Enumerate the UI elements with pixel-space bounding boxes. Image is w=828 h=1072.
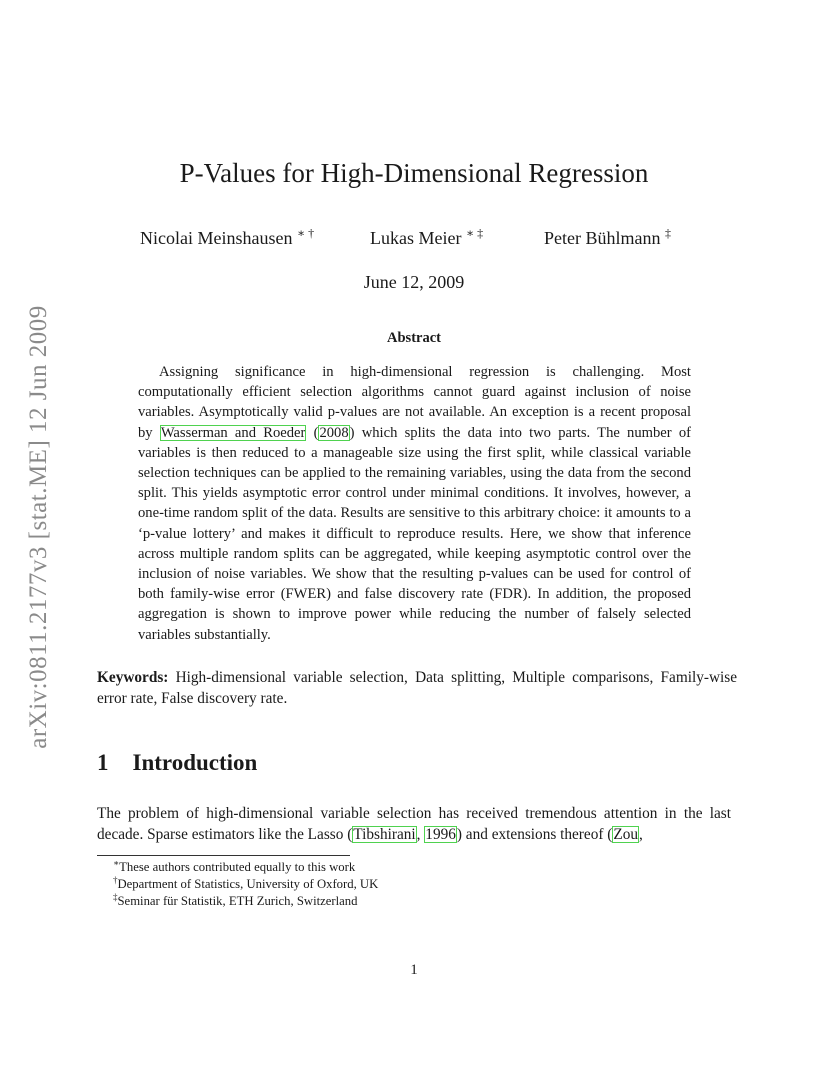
intro-paragraph: [97, 803, 731, 845]
footnote-text: These authors contributed equally to this work: [119, 860, 356, 875]
section-heading: [97, 750, 257, 776]
arxiv-identifier-stamp: arXiv:0811.2177v3 [stat.ME] 12 Jun 2009: [25, 305, 52, 749]
footnote-text: Seminar für Statistik, ETH Zurich, Switzerland: [117, 894, 358, 909]
citation-trailing-comma: ,: [639, 826, 643, 843]
section-number: 1: [97, 750, 109, 775]
page-number: 1: [410, 962, 418, 978]
author-affiliation-marks: ‡: [664, 226, 671, 240]
abstract-body: Assigning significance in high-dimensional regression is challenging. Most computationally efficient selection algorithms cannot guard against inclusion of noise variables. Asymptotically valid p-values are not available. An exception is a recent proposal by Wasserman and Roeder (2008) which splits the data into two parts. The number of variables is then reduced to a manageable size using the first split, while classical variable selection techniques can be applied to the remaining variables, using the data from the second split. This yields asymptotic error control under minimal conditions. It involves, however, a one-time random split of the data. Results are sensitive to this arbitrary choice: it amounts to a ‘p-value lottery’ and makes it difficult to reproduce results. Here, we show that inference across multiple random splits can be aggregated, while keeping asymptotic control over the inclusion of noise variables. We show that the resulting p-values can be used for control of both family-wise error (FWER) and false discovery rate (FDR). In addition, the proposed aggregation is shown to improve power while reducing the number of falsely selected variables substantially.: [138, 364, 691, 643]
footnote-2: [113, 875, 378, 892]
paper-date: June 12, 2009: [363, 272, 465, 292]
footnote-mark: ∗: [113, 858, 120, 868]
footnote-rule: [97, 855, 350, 856]
footnote-mark: †: [113, 875, 118, 885]
author-3: [544, 226, 671, 249]
intro-text: ) and extensions thereof (: [456, 826, 613, 843]
author-name: Nicolai Meinshausen: [140, 228, 293, 248]
footnote-3: [113, 892, 357, 909]
citation-link-year-1996[interactable]: 1996: [425, 826, 456, 843]
author-affiliation-marks: ∗ †: [296, 226, 315, 240]
citation-link-zou[interactable]: Zou: [613, 826, 639, 843]
section-title: Introduction: [132, 750, 258, 775]
intro-text: The problem of high-dimensional variable selection has received tremendous attention in the last decade. Sparse estimators like the Lasso (: [97, 805, 731, 843]
footnote-1: [113, 858, 355, 875]
abstract-text: which splits the data into two parts. The number of variables is then reduced to a manageable size using the first split, while classical variable selection techniques can be applied to the remaining variables, using the data from the second split. This yields asymptotic error control under minimal conditions. It involves, however, a one-time random split of the data. Results are sensitive to this arbitrary choice: it amounts to a ‘p-value lottery’ and makes it difficult to reproduce results. Here, we show that inference across multiple random splits can be aggregated, while keeping asymptotic control over the inclusion of noise variables. We show that the resulting p-values can be used for control of both family-wise error (FWER) and false discovery rate (FDR). In addition, the proposed aggregation is shown to improve power while reducing the number of falsely selected variables substantially.: [138, 424, 691, 643]
keywords-list: High-dimensional variable selection, Data splitting, Multiple comparisons, Family-wise error rate, False discovery rate.: [97, 669, 737, 707]
author-affiliation-marks: ∗ ‡: [465, 226, 484, 240]
abstract-heading: Abstract: [387, 330, 441, 346]
abstract-text: Assigning significance in high-dimensional regression is challenging. Most computationally efficient selection algorithms cannot guard against inclusion of noise variables. Asymptotically valid p-values are not available. An exception is a recent proposal by: [138, 364, 691, 441]
author-1: [140, 226, 314, 249]
author-2: [370, 226, 483, 249]
keywords-label: Keywords:: [97, 669, 169, 686]
citation-link-year-2008[interactable]: 2008: [319, 424, 349, 441]
footnote-text: Department of Statistics, University of Oxford, UK: [117, 877, 379, 892]
author-name: Peter Bühlmann: [544, 228, 661, 248]
footnote-mark: ‡: [113, 892, 118, 902]
citation-link-tibshirani[interactable]: Tibshirani: [353, 826, 416, 843]
keywords: [97, 668, 737, 709]
paper-title: P-Values for High-Dimensional Regression: [179, 158, 649, 188]
citation-link-wasserman-roeder[interactable]: Wasserman and Roeder: [160, 424, 306, 441]
author-name: Lukas Meier: [370, 228, 462, 248]
citation-separator: ,: [416, 826, 425, 843]
